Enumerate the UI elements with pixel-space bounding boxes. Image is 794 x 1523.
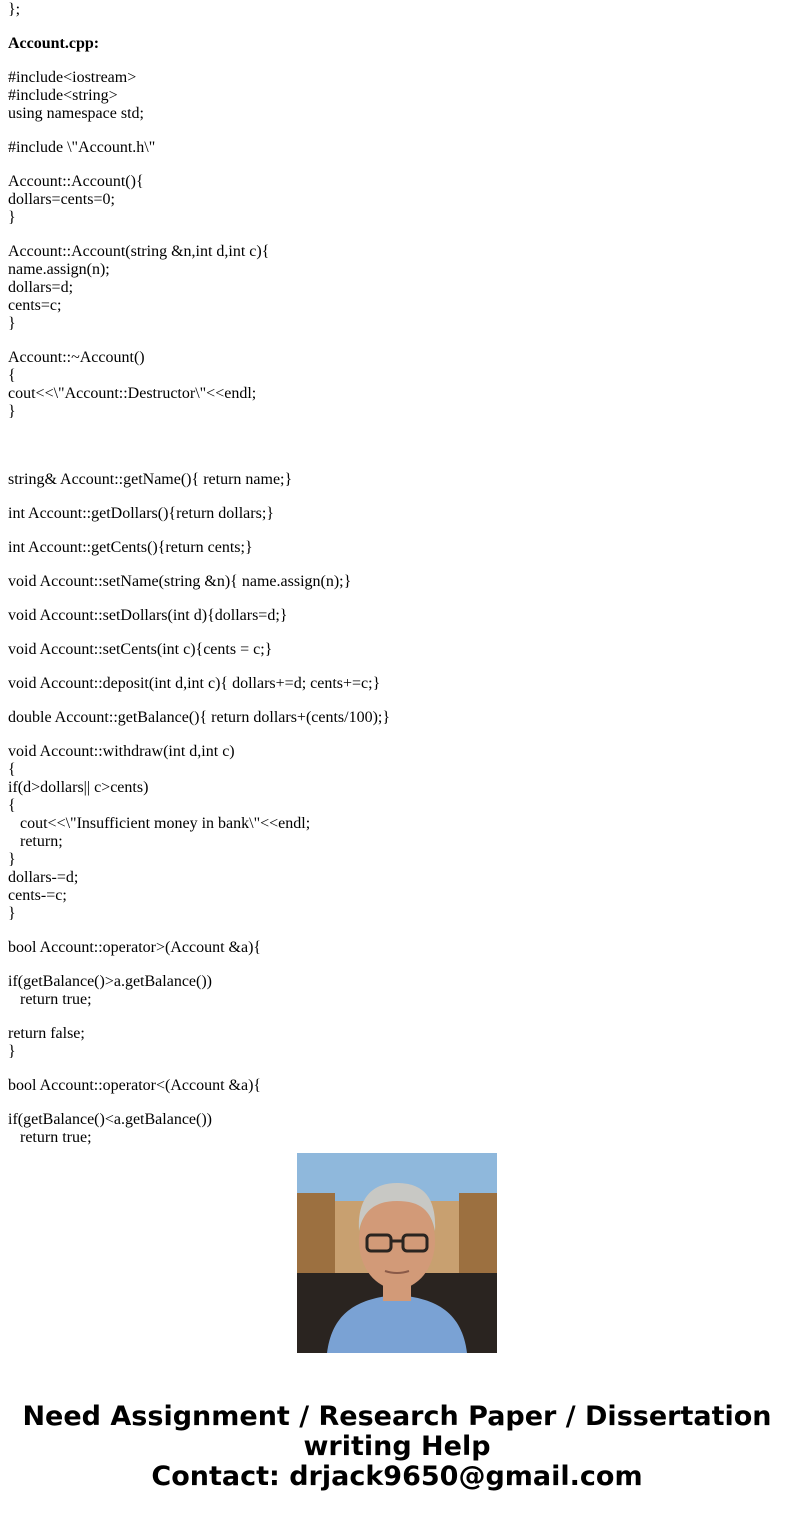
code-line: void Account::setDollars(int d){dollars=d;}	[8, 607, 288, 624]
code-line	[8, 437, 390, 455]
code-line: using namespace std;	[8, 105, 144, 122]
blank-gap	[8, 659, 390, 675]
code-line: dollars=d;	[8, 279, 74, 296]
code-line: bool Account::operator>(Account &a){	[8, 939, 262, 956]
blank-gap	[8, 923, 390, 939]
code-line: #include \"Account.h\"	[8, 139, 156, 156]
code-line: string& Account::getName(){ return name;}	[8, 471, 293, 488]
blank-gap	[8, 421, 390, 437]
code-line: return true;	[8, 991, 92, 1008]
code-line: void Account::deposit(int d,int c){ dollars+=d; cents+=c;}	[8, 675, 381, 692]
blank-gap	[8, 333, 390, 349]
code-listing	[8, 1, 390, 1147]
blank-gap	[8, 693, 390, 709]
code-line: #include<iostream>	[8, 69, 137, 86]
author-photo	[297, 1153, 497, 1353]
code-line: void Account::withdraw(int d,int c)	[8, 743, 235, 760]
code-line: };	[8, 1, 21, 18]
code-line: return true;	[8, 1129, 92, 1146]
code-line: #include<string>	[8, 87, 118, 104]
code-line: dollars=cents=0;	[8, 191, 115, 208]
code-line: {	[8, 761, 16, 778]
code-line: dollars-=d;	[8, 869, 79, 886]
blank-gap	[8, 53, 390, 69]
code-line: if(d>dollars|| c>cents)	[8, 779, 149, 796]
blank-gap	[8, 123, 390, 139]
code-line: }	[8, 403, 16, 420]
contact-banner	[0, 1402, 794, 1492]
blank-gap	[8, 455, 390, 471]
code-line: Account::Account(){	[8, 173, 144, 190]
blank-gap	[8, 523, 390, 539]
blank-gap	[8, 591, 390, 607]
file-heading: Account.cpp:	[8, 35, 100, 52]
blank-gap	[8, 1009, 390, 1025]
blank-gap	[8, 625, 390, 641]
code-line: return;	[8, 833, 63, 850]
code-line: }	[8, 851, 16, 868]
code-line: if(getBalance()>a.getBalance())	[8, 973, 213, 990]
code-line: }	[8, 315, 16, 332]
code-line: cout<<\"Insufficient money in bank\"<<endl;	[8, 815, 311, 832]
code-line: void Account::setName(string &n){ name.assign(n);}	[8, 573, 352, 590]
code-line: cout<<\"Account::Destructor\"<<endl;	[8, 385, 257, 402]
code-line: cents=c;	[8, 297, 62, 314]
blank-gap	[8, 557, 390, 573]
code-line: Account::Account(string &n,int d,int c){	[8, 243, 270, 260]
code-line: name.assign(n);	[8, 261, 110, 278]
code-line: void Account::setCents(int c){cents = c;}	[8, 641, 273, 658]
code-line: int Account::getDollars(){return dollars;}	[8, 505, 274, 522]
code-line: cents-=c;	[8, 887, 67, 904]
blank-gap	[8, 1095, 390, 1111]
banner-line-2: writing Help	[303, 1431, 491, 1462]
banner-line-1: Need Assignment / Research Paper / Dissertation	[22, 1401, 772, 1432]
blank-gap	[8, 1061, 390, 1077]
blank-gap	[8, 489, 390, 505]
author-photo-icon	[297, 1153, 497, 1353]
banner-line-3: Contact: drjack9650@gmail.com	[151, 1461, 643, 1492]
blank-gap	[8, 19, 390, 35]
blank-gap	[8, 227, 390, 243]
code-line: double Account::getBalance(){ return dollars+(cents/100);}	[8, 709, 391, 726]
code-line: }	[8, 209, 16, 226]
code-line: }	[8, 905, 16, 922]
code-line: {	[8, 797, 16, 814]
code-line: }	[8, 1043, 16, 1060]
blank-gap	[8, 957, 390, 973]
blank-gap	[8, 727, 390, 743]
code-line: if(getBalance()<a.getBalance())	[8, 1111, 213, 1128]
code-line: {	[8, 367, 16, 384]
code-line: return false;	[8, 1025, 85, 1042]
code-line: Account::~Account()	[8, 349, 145, 366]
blank-gap	[8, 157, 390, 173]
code-line: bool Account::operator<(Account &a){	[8, 1077, 262, 1094]
code-line: int Account::getCents(){return cents;}	[8, 539, 253, 556]
